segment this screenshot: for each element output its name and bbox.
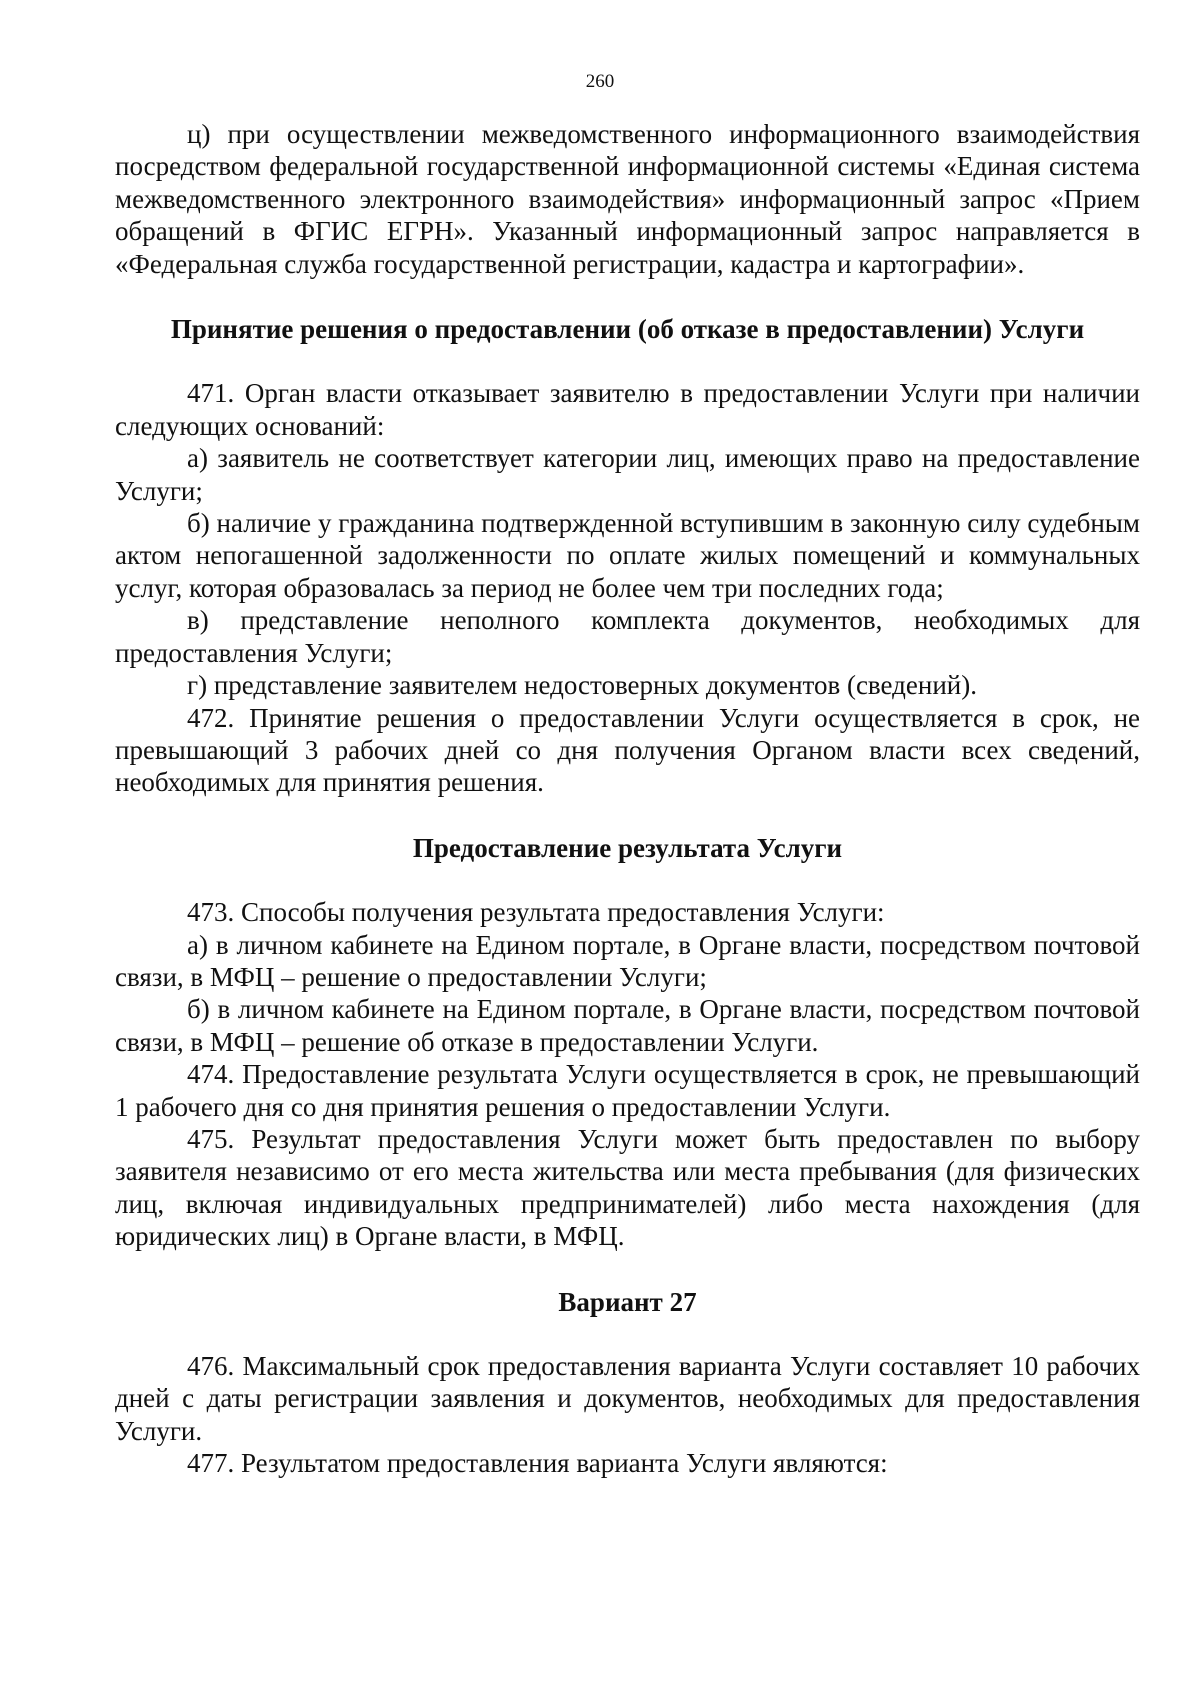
paragraph-471-b: б) наличие у гражданина подтвержденной вступившим в законную силу судебным актом непогашенной задолженности по оплате жилых помещений и коммунальных услуг, которая образовалась за период не более чем три последних года;	[115, 508, 1140, 603]
document-body	[115, 118, 1140, 1480]
page-number: 260	[585, 71, 615, 92]
spacer	[115, 799, 1140, 832]
spacer	[115, 1318, 1140, 1350]
paragraph-ts: ц) при осуществлении межведомственного информационного взаимодействия посредством федеральной государственной информационной системы «Единая система межведомственного электронного взаимодействия» информационный запрос «Прием обращений в ФГИС ЕГРН». Указанный информационный запрос направляется в «Федеральная служба государственной регистрации, кадастра и картографии».	[115, 119, 1140, 279]
spacer	[115, 1253, 1140, 1286]
paragraph-473: 473. Способы получения результата предоставления Услуги:	[187, 897, 885, 928]
section-heading-result: Предоставление результата Услуги	[412, 832, 843, 863]
spacer	[115, 864, 1140, 896]
paragraph-477: 477. Результатом предоставления варианта Услуги являются:	[187, 1448, 888, 1479]
paragraph-472: 472. Принятие решения о предоставлении Услуги осуществляется в срок, не превышающий 3 рабочих дней со дня получения Органом власти всех сведений, необходимых для принятия решения.	[115, 702, 1140, 798]
section-heading-variant-27: Вариант 27	[558, 1286, 697, 1317]
paragraph-471-g: г) представление заявителем недостоверных документов (сведений).	[187, 670, 977, 701]
paragraph-476: 476. Максимальный срок предоставления варианта Услуги составляет 10 рабочих дней с даты регистрации заявления и документов, необходимых для предоставления Услуги.	[115, 1351, 1140, 1446]
paragraph-471-v: в) представление неполного комплекта документов, необходимых для предоставления Услуги;	[115, 605, 1140, 668]
paragraph-474: 474. Предоставление результата Услуги осуществляется в срок, не превышающий 1 рабочего дня со дня принятия решения о предоставлении Услуги.	[115, 1059, 1140, 1122]
section-heading-decision: Принятие решения о предоставлении (об отказе в предоставлении) Услуги	[170, 314, 1085, 345]
paragraph-471: 471. Орган власти отказывает заявителю в предоставлении Услуги при наличии следующих оснований:	[115, 378, 1140, 441]
paragraph-473-b: б) в личном кабинете на Едином портале, в Органе власти, посредством почтовой связи, в МФЦ – решение об отказе в предоставлении Услуги.	[115, 994, 1140, 1057]
spacer	[115, 345, 1140, 377]
paragraph-471-a: а) заявитель не соответствует категории лиц, имеющих право на предоставление Услуги;	[115, 443, 1140, 506]
spacer	[115, 280, 1140, 313]
paragraph-475: 475. Результат предоставления Услуги может быть предоставлен по выбору заявителя независимо от его места жительства или места пребывания (для физических лиц, включая индивидуальных предпринимателей) либо места нахождения (для юридических лиц) в Органе власти, в МФЦ.	[115, 1123, 1140, 1252]
paragraph-473-a: а) в личном кабинете на Едином портале, в Органе власти, посредством почтовой связи, в МФЦ – решение о предоставлении Услуги;	[115, 929, 1140, 992]
